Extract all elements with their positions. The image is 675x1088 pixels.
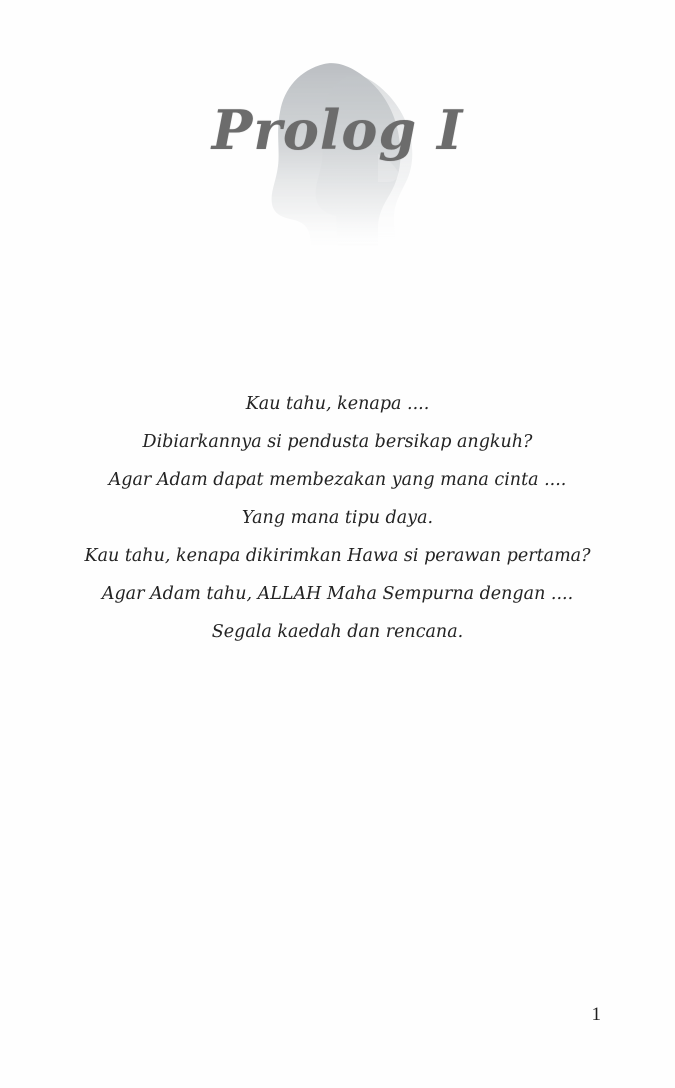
- poem-line: Agar Adam dapat membezakan yang mana cinta ....: [108, 470, 567, 490]
- chapter-header: [0, 40, 675, 270]
- poem-line: Segala kaedah dan rencana.: [211, 622, 464, 642]
- poem-line: Kau tahu, kenapa ....: [245, 394, 430, 414]
- poem-line: Dibiarkannya si pendusta bersikap angkuh?: [142, 432, 533, 452]
- poem-line: Yang mana tipu daya.: [241, 508, 434, 528]
- page-number: 1: [591, 1004, 601, 1025]
- poem-line: Kau tahu, kenapa dikirimkan Hawa si perawan pertama?: [84, 546, 591, 566]
- page-title: Prolog I: [211, 98, 464, 162]
- prologue-poem: [0, 385, 675, 651]
- poem-line: Agar Adam tahu, ALLAH Maha Sempurna dengan ....: [101, 584, 574, 604]
